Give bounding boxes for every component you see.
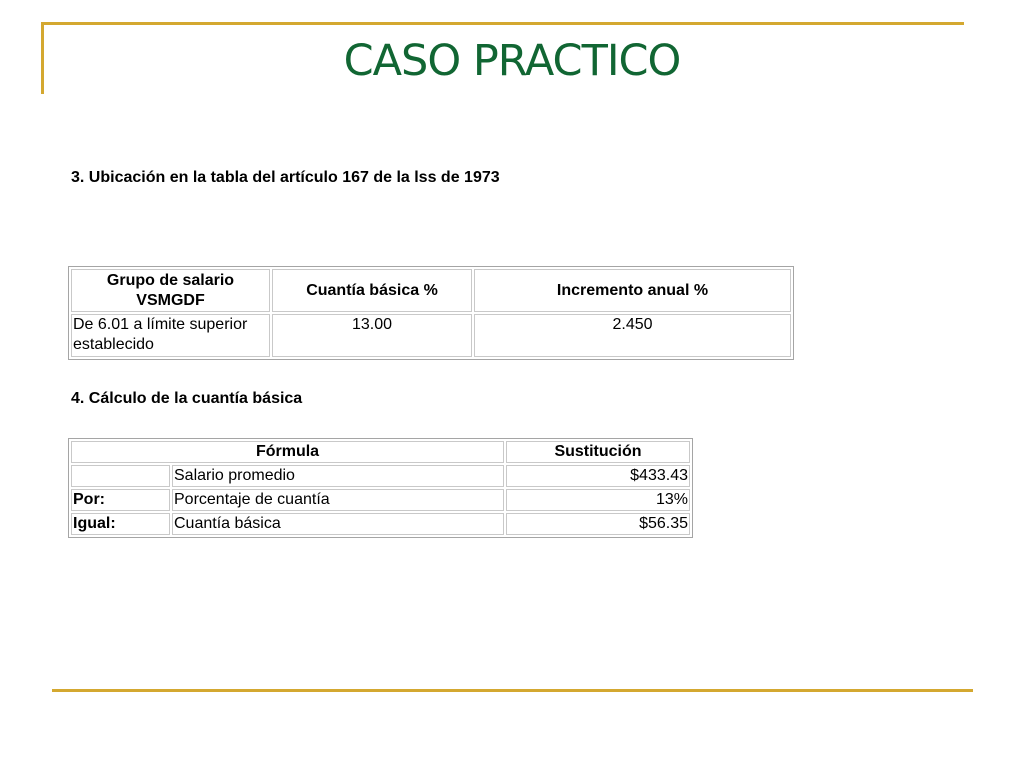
cell-annual-increase: 2.450 xyxy=(474,314,791,357)
row-value: 13% xyxy=(506,489,690,511)
row-value: $56.35 xyxy=(506,513,690,535)
header-substitution: Sustitución xyxy=(506,441,690,463)
table-header-row xyxy=(71,441,690,463)
section-4-heading: 4. Cálculo de la cuantía básica xyxy=(71,390,303,407)
row-concept: Cuantía básica xyxy=(172,513,504,535)
cell-basic-amount: 13.00 xyxy=(272,314,472,357)
row-operator-label xyxy=(71,465,170,487)
salary-group-table xyxy=(68,266,794,360)
table-row xyxy=(71,489,690,511)
table-row xyxy=(71,513,690,535)
header-basic-amount: Cuantía básica % xyxy=(272,269,472,312)
cell-salary-group: De 6.01 a límite superior establecido xyxy=(71,314,270,357)
table-header-row xyxy=(71,269,791,312)
section-3-heading: 3. Ubicación en la tabla del artículo 167 de la lss de 1973 xyxy=(71,169,500,186)
slide-title: CASO PRACTICO xyxy=(343,36,681,86)
table-row xyxy=(71,465,690,487)
row-value: $433.43 xyxy=(506,465,690,487)
frame-bottom-line xyxy=(52,689,973,692)
row-operator-label: Igual: xyxy=(71,513,170,535)
calculation-table xyxy=(68,438,693,538)
header-formula: Fórmula xyxy=(71,441,504,463)
header-salary-group: Grupo de salario VSMGDF xyxy=(71,269,270,312)
row-concept: Porcentaje de cuantía xyxy=(172,489,504,511)
frame-top-line xyxy=(41,22,964,25)
row-concept: Salario promedio xyxy=(172,465,504,487)
row-operator-label: Por: xyxy=(71,489,170,511)
header-annual-increase: Incremento anual % xyxy=(474,269,791,312)
table-row xyxy=(71,314,791,357)
